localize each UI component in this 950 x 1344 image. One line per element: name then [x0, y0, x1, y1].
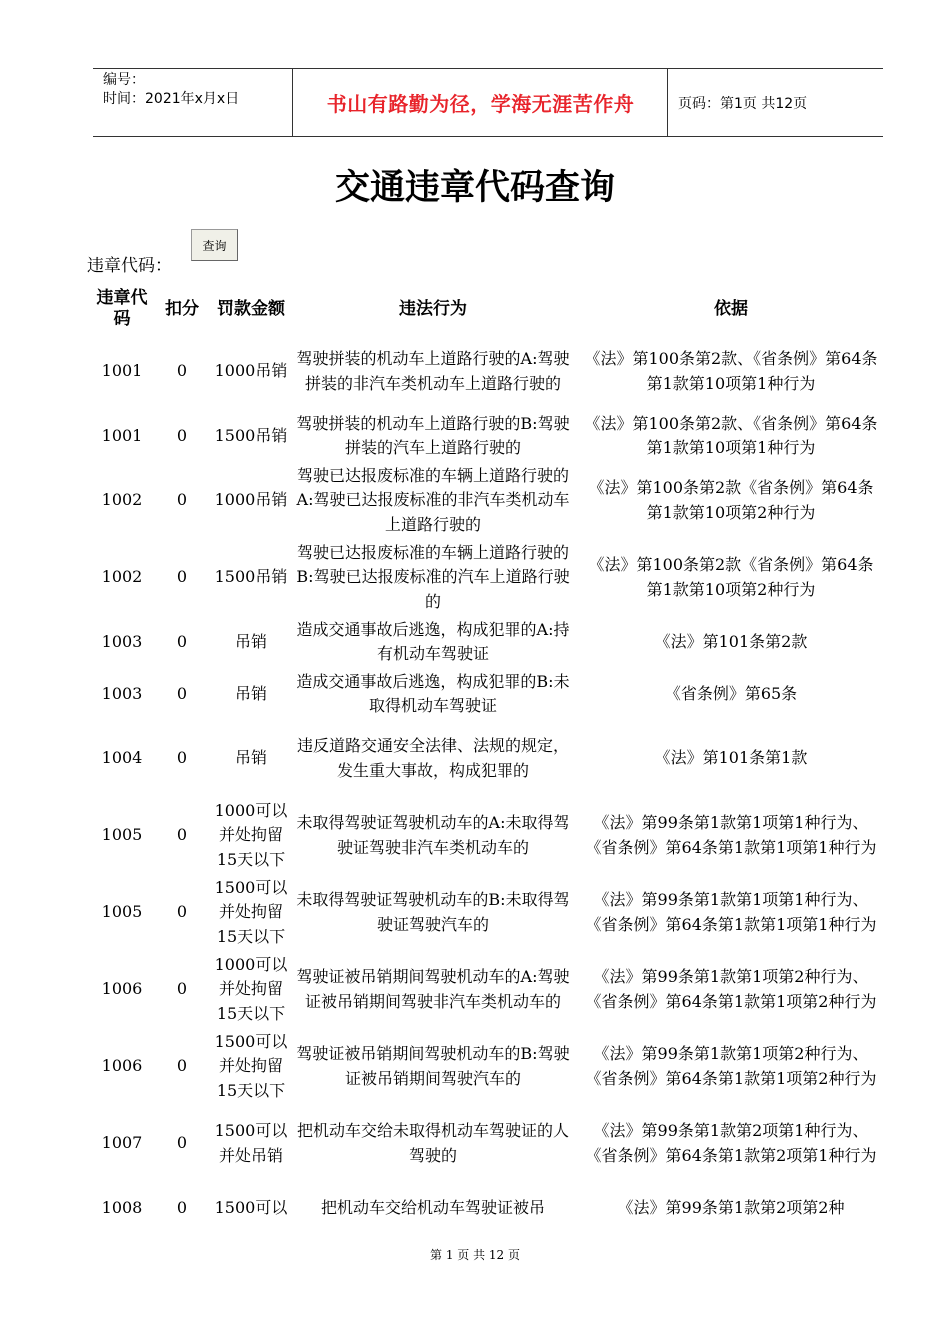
points-cell: 0 [176, 490, 188, 510]
table-row [92, 874, 886, 951]
violation-code-cell: 1001 [101, 425, 143, 445]
legal-basis-cell: 《省条例》第65条 [664, 683, 798, 703]
violation-act-cell: 驾驶已达报废标准的车辆上道路行驶的B:驾驶已达报废标准的汽车上道路行驶的 [296, 542, 570, 611]
table-row [92, 410, 886, 462]
col-header-code: 违章代码 [96, 288, 148, 329]
legal-basis-cell: 《法》第99条第1款第1项第1种行为、《省条例》第64条第1款第1项第1种行为 [585, 813, 877, 857]
legal-basis-cell: 《法》第100条第2款《省条例》第64条第1款第10项第2种行为 [588, 478, 874, 522]
violation-code-cell: 1002 [101, 567, 143, 587]
page-footer: 第 1 页 共 12 页 [430, 1248, 520, 1262]
fine-cell: 1000吊销 [214, 361, 288, 381]
fine-cell: 1000吊销 [214, 490, 288, 510]
table-row [92, 1028, 886, 1105]
legal-basis-cell: 《法》第100条第2款《省条例》第64条第1款第10项第2种行为 [588, 555, 874, 599]
fine-cell: 1500可以并处吊销 [214, 1121, 288, 1165]
points-cell: 0 [176, 425, 188, 445]
violation-code-cell: 1008 [101, 1197, 143, 1217]
violation-code-cell: 1005 [101, 825, 143, 845]
document-header [93, 68, 883, 137]
violation-code-cell: 1006 [101, 979, 143, 999]
points-cell: 0 [176, 361, 188, 381]
violation-act-cell: 造成交通事故后逃逸，构成犯罪的A:持有机动车驾驶证 [296, 619, 570, 663]
col-header-points: 扣分 [165, 298, 199, 319]
points-cell: 0 [176, 748, 188, 768]
violation-table [92, 285, 886, 1234]
points-cell: 0 [176, 1056, 188, 1076]
fine-cell: 吊销 [234, 683, 267, 703]
points-cell: 0 [176, 683, 188, 703]
page-title: 交通违章代码查询 [334, 168, 615, 208]
violation-code-cell: 1006 [101, 1056, 143, 1076]
violation-act-cell: 驾驶拼装的机动车上道路行驶的A:驾驶拼装的非汽车类机动车上道路行驶的 [296, 349, 570, 393]
table-row [92, 720, 886, 797]
violation-code-cell: 1005 [101, 902, 143, 922]
violation-code-cell: 1007 [101, 1133, 143, 1153]
fine-cell: 1500吊销 [214, 425, 288, 445]
violation-code-cell: 1002 [101, 490, 143, 510]
legal-basis-cell: 《法》第100条第2款、《省条例》第64条第1款第10项第1种行为 [584, 349, 878, 393]
points-cell: 0 [176, 1197, 188, 1217]
fine-cell: 1000可以并处拘留15天以下 [214, 954, 288, 1023]
points-cell: 0 [176, 825, 188, 845]
col-header-fine: 罚款金额 [217, 298, 285, 319]
legal-basis-cell: 《法》第99条第1款第1项第2种行为、《省条例》第64条第1款第1项第2种行为 [585, 1044, 877, 1088]
violation-act-cell: 驾驶证被吊销期间驾驶机动车的A:驾驶证被吊销期间驾驶非汽车类机动车的 [296, 967, 570, 1011]
violation-act-cell: 驾驶已达报废标准的车辆上道路行驶的A:驾驶已达报废标准的非汽车类机动车上道路行驶的 [296, 465, 570, 534]
header-motto: 书山有路勤为径，学海无涯苦作舟 [294, 69, 668, 136]
violation-code-cell: 1001 [101, 361, 143, 381]
fine-cell: 1500可以 [214, 1197, 288, 1217]
table-header-row [92, 285, 886, 333]
violation-code-cell: 1003 [101, 683, 143, 703]
header-page-label: 页码：第1页 共12页 [678, 95, 808, 112]
table-row [92, 616, 886, 668]
header-meta [93, 69, 293, 136]
violation-act-cell: 驾驶拼装的机动车上道路行驶的B:驾驶拼装的汽车上道路行驶的 [296, 413, 570, 457]
fine-cell: 1500吊销 [214, 567, 288, 587]
legal-basis-cell: 《法》第99条第1款第1项第2种行为、《省条例》第64条第1款第1项第2种行为 [585, 967, 877, 1011]
violation-act-cell: 未取得驾驶证驾驶机动车的B:未取得驾驶证驾驶汽车的 [296, 890, 570, 934]
legal-basis-cell: 《法》第99条第1款第2项第1种行为、《省条例》第64条第1款第2项第1种行为 [585, 1121, 877, 1165]
fine-cell: 1000可以并处拘留15天以下 [214, 800, 288, 869]
table-row [92, 951, 886, 1028]
fine-cell: 吊销 [234, 631, 267, 651]
legal-basis-cell: 《法》第100条第2款、《省条例》第64条第1款第10项第1种行为 [584, 413, 878, 457]
table-row [92, 668, 886, 720]
number-label: 编号： [103, 72, 145, 88]
time-label: 时间：2021年x月x日 [103, 91, 240, 107]
violation-act-cell: 违反道路交通安全法律、法规的规定，发生重大事故，构成犯罪的 [296, 736, 569, 780]
violation-act-cell: 驾驶证被吊销期间驾驶机动车的B:驾驶证被吊销期间驾驶汽车的 [296, 1044, 570, 1088]
legal-basis-cell: 《法》第101条第2款 [654, 631, 808, 651]
fine-cell: 1500可以并处拘留15天以下 [214, 877, 288, 946]
violation-code-label: 违章代码： [87, 256, 172, 276]
violation-act-cell: 造成交通事故后逃逸，构成犯罪的B:未取得机动车驾驶证 [296, 671, 570, 715]
violation-act-cell: 把机动车交给机动车驾驶证被吊 [320, 1197, 545, 1217]
table-row [92, 1105, 886, 1182]
table-row [92, 1182, 886, 1234]
table-row [92, 797, 886, 874]
fine-cell: 1500可以并处拘留15天以下 [214, 1031, 288, 1100]
legal-basis-cell: 《法》第99条第1款第1项第1种行为、《省条例》第64条第1款第1项第1种行为 [585, 890, 877, 934]
violation-act-cell: 未取得驾驶证驾驶机动车的A:未取得驾驶证驾驶非汽车类机动车的 [296, 813, 570, 857]
col-header-basis: 依据 [714, 298, 748, 319]
points-cell: 0 [176, 979, 188, 999]
points-cell: 0 [176, 902, 188, 922]
violation-act-cell: 把机动车交给未取得机动车驾驶证的人驾驶的 [296, 1121, 569, 1165]
violation-code-cell: 1003 [101, 631, 143, 651]
points-cell: 0 [176, 567, 188, 587]
table-row [92, 333, 886, 410]
legal-basis-cell: 《法》第99条第1款第2项第2种 [617, 1197, 845, 1217]
table-row [92, 462, 886, 539]
violation-code-cell: 1004 [101, 748, 143, 768]
points-cell: 0 [176, 1133, 188, 1153]
legal-basis-cell: 《法》第101条第1款 [654, 748, 808, 768]
points-cell: 0 [176, 631, 188, 651]
table-row [92, 539, 886, 616]
fine-cell: 吊销 [234, 748, 267, 768]
col-header-act: 违法行为 [399, 298, 467, 319]
query-button[interactable]: 查询 [191, 229, 238, 261]
